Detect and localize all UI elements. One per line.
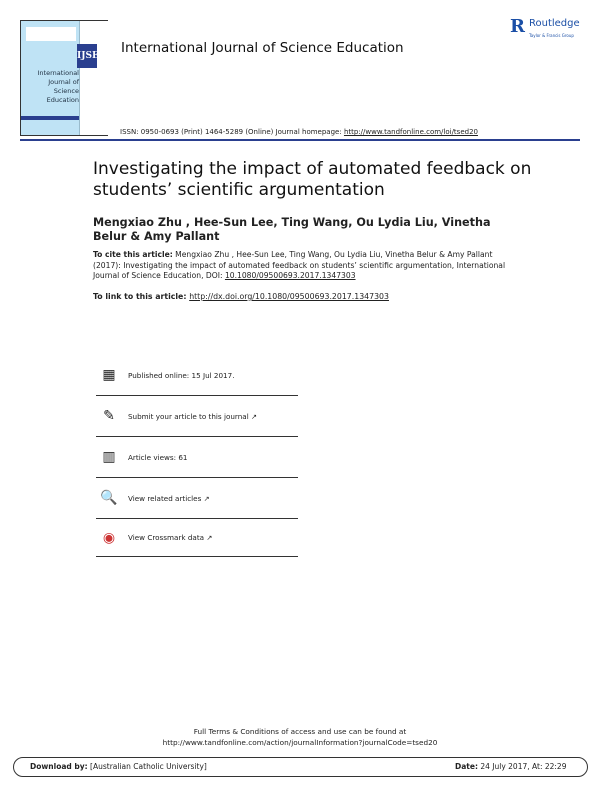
terms-notice xyxy=(0,727,600,748)
cite-text: Mengxiao Zhu , Hee-Sun Lee, Ting Wang, Ou Lydia Liu, Vinetha Belur & Amy Pallant (2017): Investigating the impact of automated feedback on students’ scientific argumentation, International Journal of Science Education, DOI: xyxy=(93,250,506,280)
crossmark-icon: ◉ xyxy=(102,529,116,546)
edit-icon: ✎ xyxy=(103,408,115,424)
item-label: View related articles ↗ xyxy=(128,493,210,503)
search-document-icon: 🔍 xyxy=(100,490,118,506)
routledge-logo xyxy=(510,17,590,43)
date-value: 24 July 2017, At: 22:29 xyxy=(477,762,567,771)
item-label: View Crossmark data ↗ xyxy=(128,533,213,542)
link-label: To link to this article: xyxy=(93,292,190,301)
submit-article-link[interactable] xyxy=(96,396,298,437)
related-articles-link[interactable] xyxy=(96,478,298,519)
published-online xyxy=(96,355,298,396)
cover-title: International Journal of Science Education xyxy=(37,69,79,104)
terms-line: Full Terms & Conditions of access and use can be found at xyxy=(193,727,407,736)
citation xyxy=(93,250,513,282)
routledge-r-icon: R xyxy=(510,16,525,37)
journal-homepage-link[interactable]: http://www.tandfonline.com/loi/tsed20 xyxy=(343,128,478,136)
publisher-name: Routledge xyxy=(529,18,580,29)
calendar-icon: ▦ xyxy=(102,367,116,383)
bar-chart-icon: ▥ xyxy=(102,449,116,465)
article-link[interactable]: http://dx.doi.org/10.1080/09500693.2017.1347303 xyxy=(189,292,389,301)
authors: Mengxiao Zhu , Hee-Sun Lee, Ting Wang, Ou Lydia Liu, Vinetha Belur & Amy Pallant xyxy=(93,216,491,243)
article-title: Investigating the impact of automated feedback on students’ scientific argumentation xyxy=(93,159,532,200)
terms-url[interactable]: http://www.tandfonline.com/action/journalInformation?journalCode=tsed20 xyxy=(162,737,438,747)
issn-text: ISSN: 0950-0693 (Print) 1464-5289 (Online) Journal homepage: xyxy=(120,128,344,136)
doi-link[interactable]: 10.1080/09500693.2017.1347303 xyxy=(224,271,356,280)
crossmark-link[interactable] xyxy=(96,519,298,557)
item-label: Article views: 61 xyxy=(128,452,188,462)
download-label: Download by: xyxy=(30,762,88,771)
article-link-line xyxy=(93,292,389,301)
issn-line xyxy=(120,128,478,136)
item-label: Submit your article to this journal ↗ xyxy=(128,411,257,421)
journal-cover-image xyxy=(20,20,108,136)
article-views xyxy=(96,437,298,478)
cite-label: To cite this article: xyxy=(93,250,173,259)
cover-badge: IJSE xyxy=(77,44,97,68)
date-label: Date: xyxy=(455,762,478,771)
download-value: [Australian Catholic University] xyxy=(87,762,207,771)
download-info-box xyxy=(13,757,588,777)
item-label: Published online: 15 Jul 2017. xyxy=(128,370,235,380)
journal-title: International Journal of Science Education xyxy=(121,40,404,56)
publisher-sub: Taylor & Francis Group xyxy=(529,33,574,38)
header-divider xyxy=(20,139,580,141)
